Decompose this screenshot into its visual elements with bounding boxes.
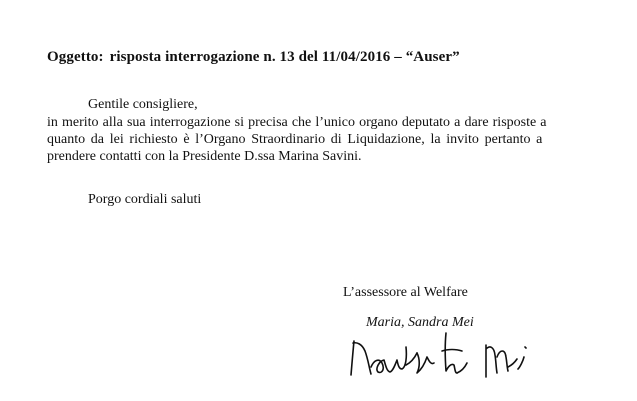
signer-role: L’assessore al Welfare — [343, 285, 468, 300]
subject-line — [47, 49, 460, 66]
signature-strokes — [351, 333, 526, 377]
letter-body-line: quanto da lei richiesto è l’Organo Straordinario di Liquidazione, la invito pertanto a — [47, 132, 543, 147]
subject-text: risposta interrogazione n. 13 del 11/04/2016 – “Auser” — [109, 49, 460, 65]
letter-body-line: prendere contatti con la Presidente D.ssa Marina Savini. — [47, 149, 362, 164]
letter-closing: Porgo cordiali saluti — [88, 192, 202, 207]
letter-greeting: Gentile consigliere, — [88, 97, 198, 112]
letter-body-line: in merito alla sua interrogazione si precisa che l’unico organo deputato a dare risposte a — [47, 115, 547, 130]
subject-label: Oggetto: — [47, 49, 104, 65]
handwritten-signature — [344, 327, 534, 385]
signer-name: Maria, Sandra Mei — [366, 315, 474, 330]
